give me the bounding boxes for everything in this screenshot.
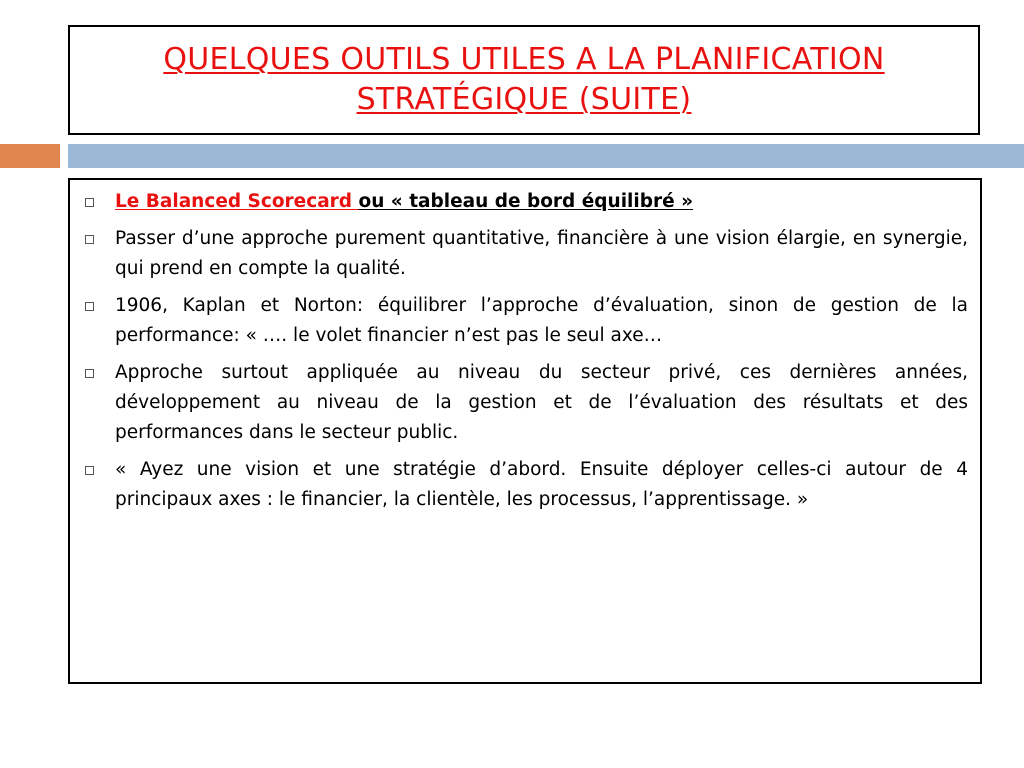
accent-bar-orange [0, 144, 60, 168]
bullet-text: Approche surtout appliquée au niveau du secteur privé, ces dernières années, développement au niveau de la gestion et de l’évaluation des résultats et des performances dans le secteur public. [115, 362, 968, 443]
square-bullet-icon [82, 291, 115, 321]
slide-title-line-1: QUELQUES OUTILS UTILES A LA PLANIFICATION [163, 42, 885, 77]
square-bullet-icon [82, 455, 115, 485]
bullet-item-vision-quote [82, 455, 968, 515]
square-bullet-icon [82, 358, 115, 388]
bullet-item-private-sector [82, 358, 968, 448]
bullet-text [115, 187, 968, 217]
slide-title-line-2: STRATÉGIQUE (SUITE) [356, 82, 692, 117]
bullet-text: 1906, Kaplan et Norton: équilibrer l’approche d’évaluation, sinon de gestion de la performance: « …. le volet financier n’est pas le seul axe… [115, 295, 968, 346]
bullet-text: Passer d’une approche purement quantitative, financière à une vision élargie, en synergie, qui prend en compte la qualité. [115, 228, 968, 279]
bullet-item-kaplan-norton [82, 291, 968, 351]
balanced-scorecard-definition: ou « tableau de bord équilibré » [358, 191, 694, 212]
bullet-list [82, 187, 968, 515]
bullet-item-approach [82, 224, 968, 284]
title-box [68, 25, 980, 135]
square-bullet-icon [82, 187, 115, 217]
square-bullet-icon [82, 224, 115, 254]
bullet-item-balanced-scorecard [82, 187, 968, 217]
bullet-text: « Ayez une vision et une stratégie d’abord. Ensuite déployer celles-ci autour de 4 principaux axes : le financier, la clientèle, les processus, l’apprentissage. » [115, 459, 968, 510]
content-box [68, 178, 982, 684]
accent-bar-blue [68, 144, 1024, 168]
balanced-scorecard-keyword: Le Balanced Scorecard [115, 191, 359, 212]
